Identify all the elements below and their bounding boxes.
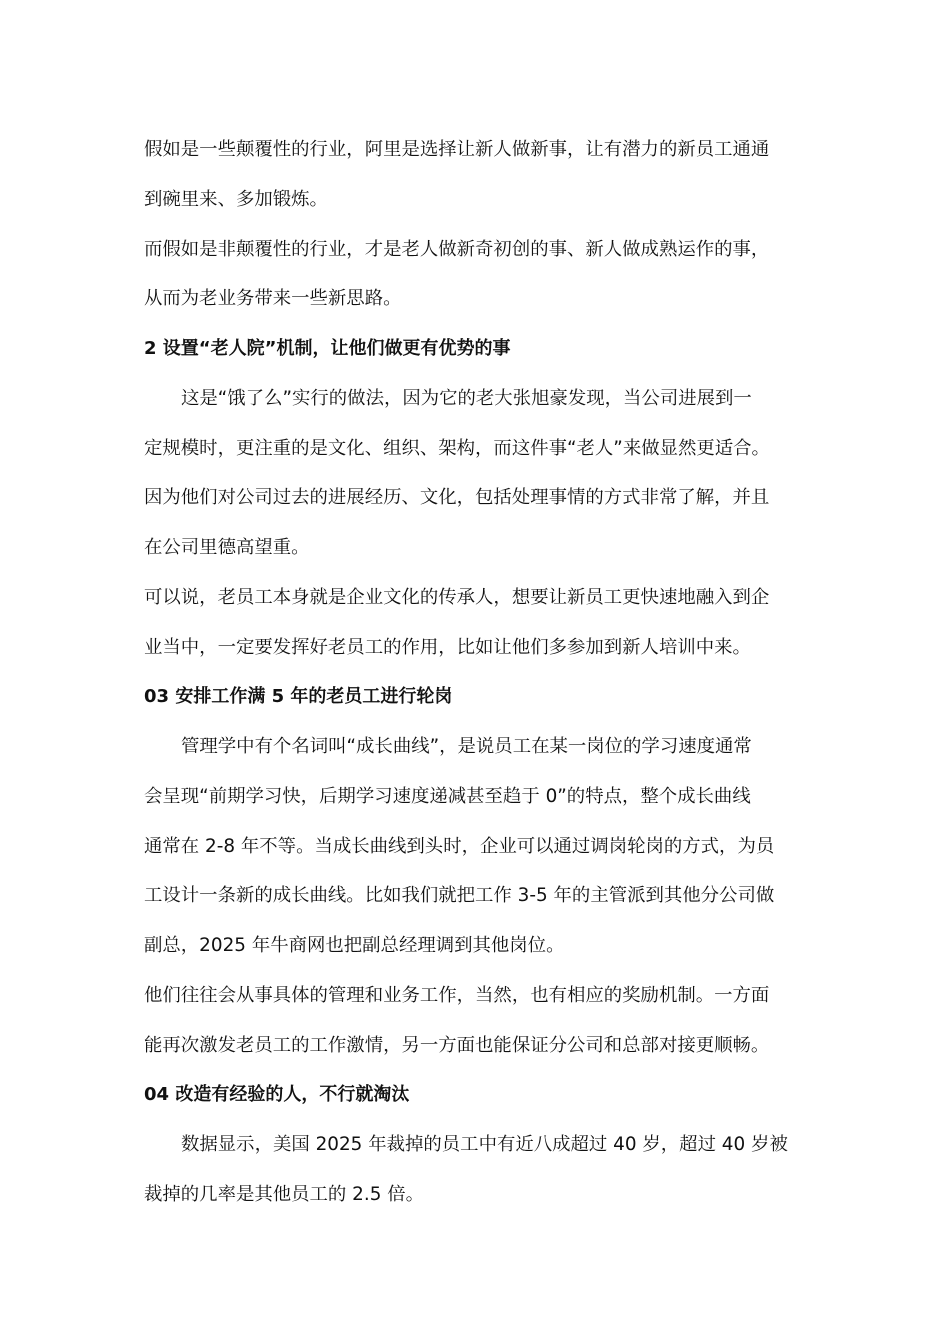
paragraph-line: 到碗里来、多加锻炼。 bbox=[144, 189, 328, 210]
paragraph-line: 假如是一些颠覆性的行业，阿里是选择让新人做新事，让有潜力的新员工通通 bbox=[144, 139, 770, 160]
paragraph-line: 能再次激发老员工的工作激情，另一方面也能保证分公司和总部对接更顺畅。 bbox=[144, 1035, 770, 1056]
paragraph-line: 通常在 2-8 年不等。当成长曲线到头时，企业可以通过调岗轮岗的方式，为员 bbox=[144, 836, 775, 857]
paragraph-line: 可以说，老员工本身就是企业文化的传承人，想要让新员工更快速地融入到企 bbox=[144, 587, 770, 608]
paragraph-line: 业当中，一定要发挥好老员工的作用，比如让他们多参加到新人培训中来。 bbox=[144, 637, 751, 658]
section-heading: 03 安排工作满 5 年的老员工进行轮岗 bbox=[144, 686, 453, 707]
section-heading: 2 设置“老人院”机制，让他们做更有优势的事 bbox=[144, 338, 511, 359]
paragraph-line: 在公司里德高望重。 bbox=[144, 537, 310, 558]
paragraph-line: 数据显示，美国 2025 年裁掉的员工中有近八成超过 40 岁，超过 40 岁被 bbox=[181, 1134, 788, 1155]
paragraph-line: 他们往往会从事具体的管理和业务工作，当然，也有相应的奖励机制。一方面 bbox=[144, 985, 770, 1006]
paragraph-line: 会呈现“前期学习快，后期学习速度递减甚至趋于 0”的特点，整个成长曲线 bbox=[144, 786, 751, 807]
paragraph-line: 副总，2025 年牛商网也把副总经理调到其他岗位。 bbox=[144, 935, 565, 956]
paragraph-line: 工设计一条新的成长曲线。比如我们就把工作 3-5 年的主管派到其他分公司做 bbox=[144, 885, 775, 906]
section-heading: 04 改造有经验的人，不行就淘汰 bbox=[144, 1084, 410, 1105]
paragraph-line: 而假如是非颠覆性的行业，才是老人做新奇初创的事、新人做成熟运作的事， bbox=[144, 239, 770, 260]
paragraph-line: 因为他们对公司过去的进展经历、文化，包括处理事情的方式非常了解，并且 bbox=[144, 487, 770, 508]
paragraph-line: 这是“饿了么”实行的做法，因为它的老大张旭豪发现，当公司进展到一 bbox=[181, 388, 752, 409]
paragraph-line: 定规模时，更注重的是文化、组织、架构，而这件事“老人”来做显然更适合。 bbox=[144, 438, 770, 459]
paragraph-line: 从而为老业务带来一些新思路。 bbox=[144, 288, 402, 309]
paragraph-line: 裁掉的几率是其他员工的 2.5 倍。 bbox=[144, 1184, 425, 1205]
paragraph-line: 管理学中有个名词叫“成长曲线”，是说员工在某一岗位的学习速度通常 bbox=[181, 736, 752, 757]
